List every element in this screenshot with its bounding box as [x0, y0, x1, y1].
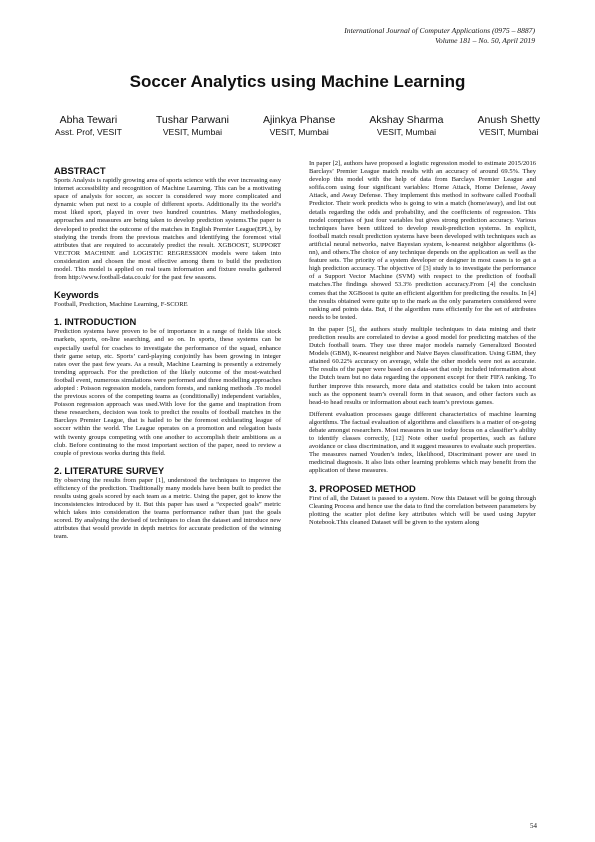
author-block	[263, 114, 335, 138]
left-column	[54, 165, 281, 542]
literature-heading: 2. LITERATURE SURVEY	[54, 464, 165, 476]
journal-header	[344, 26, 535, 46]
author-name: Tushar Parwani	[155, 114, 230, 126]
author-name: Abha Tewari	[59, 114, 118, 126]
author-name: Anush Shetty	[477, 114, 540, 126]
body-paragraph: In the paper [5], the authors study multiple techniques in data mining and their prediction results are correlated to devise a good model for predicting matches of the Dutch football team. They use three major models namely Generalized Boosted Models (GBM), K-nearest neighbor and Naive Bayes classification. Using GBM, they attained 60.22% accuracy on average, while the other models were not as accurate. The results of the paper were based on a data-set that only included information about the Dutch team but no data regarding the opponent except for their FIFA ranking. To further improve this research, more data and statistics could be taken into account such as the opponent team’s overall form in that season, and other factors such as head-to head results or information about each team’s previous games.	[309, 325, 536, 406]
author-affiliation: VESIT, Mumbai	[479, 127, 539, 137]
author-list	[55, 114, 540, 138]
author-block	[156, 114, 229, 138]
keywords-text: Football, Prediction, Machine Learning, F-SCORE	[54, 301, 188, 309]
author-name: Akshay Sharma	[369, 114, 444, 126]
author-affiliation: Asst. Prof, VESIT	[55, 127, 122, 137]
author-block	[369, 114, 443, 138]
author-affiliation: VESIT, Mumbai	[376, 127, 437, 137]
author-block	[55, 114, 122, 138]
abstract-heading: ABSTRACT	[54, 165, 106, 176]
page-number: 54	[530, 822, 537, 830]
literature-text: By observing the results from paper [1], understood the techniques to improve the efficiency of the prediction. Traditionally many models have been built to predict the results using goals scored by each team as a metric. Using the paper, got to know the inconsistencies introduced by it. But this paper has used a “expected goals” metric which takes into consideration the teams performance rather than just the goals scored. By analysing the devised of techniques to clean the dataset and introduce new attributes that would provide in depth metrics for accurate prediction of the winning team.	[54, 476, 281, 541]
keywords-heading: Keywords	[54, 289, 99, 301]
author-affiliation: VESIT, Mumbai	[269, 127, 329, 137]
author-affiliation: VESIT, Mumbai	[162, 127, 223, 137]
proposed-method-text: First of all, the Dataset is passed to a system. Now this Dataset will be going through Cleaning Process and hence use the data to find the correlation between parameters by plotting the scatter plot define key attributes which will be used using Jupyter Notebook.This cleaned Dataset will be given to the system along	[309, 494, 536, 526]
journal-volume: Volume 181 – No. 50, April 2019	[435, 36, 535, 45]
journal-name: International Journal of Computer Applications (0975 – 8887)	[344, 26, 535, 35]
proposed-method-heading: 3. PROPOSED METHOD	[309, 482, 416, 494]
paper-title: Soccer Analytics using Machine Learning	[129, 72, 466, 91]
body-paragraph: Different evaluation processes gauge different characteristics of machine learning algorithms. The factual evaluation of algorithms and classifiers is a matter of on-going debate amongst researchers. Most measures in use today focus on a classifier’s ability to identify classes correctly, [12] Note other useful properties, such as failure avoidance or class discrimination, and it suggest measures to evaluate such properties. The measures named Youden’s index, likelihood, Discriminant power are used in medicinal diagnosis. It also lists other learning problems which may benefit from the application of these measures.	[309, 410, 536, 475]
abstract-text: Sports Analysis is rapidly growing area of sports science with the ever increasing easy internet accessibility and recognition of Machine Learning. This can be a motivating space of analysis for soccer, as soccer is considered way more complicated and dynamic when put next to a couple of different sports. Additionally its the world’s most liked sport, played in over two hundred countries. Many methodologies, approaches and measures are being taken to develop prediction systems.The paper is developed to predict the outcome of the matches in English Premier League(EPL), by studying the trends from the previous matches and identifying the foremost vital attributes that are required to accurately predict the result. XGBOOST, SUPPORT VECTOR MACHINE and LOGISTIC REGRESSION models were taken into consideration and chosen the most effective among them to build the prediction model. This model is applied on real team information and fixture results gathered from http://www.football-data.co.uk/ for the past few seasons.	[54, 177, 281, 282]
body-paragraph: In paper [2], authors have proposed a logistic regression model to estimate 2015/2016 Barclays’ Premier League match results with an accuracy of around 69.5%. They develop this model with the help of data from Barclays Premier League and sofifa.com using four significant variables: Home Attack, Home Defense, Away Attack, and Away Defense. They implement this method in software called Football Predictor. Their work predicts who is going to win a match (home/away), and list out details regarding the odds and probability, and the coefficients of regression. This model comprises of just four variables but gives strong prediction accuracy. Various techniques have been utilized to develop result-prediction systems. In explicit, football match result prediction systems have been developed with techniques such as artificial neural networks, naive Bayesian system, k-nearest neighbor algorithms (k-nn), and others.The choice of any technique depends on the application as well as the feature sets. The priority of a system developer or designer in most cases is to get a high prediction accuracy. The objective of [3] study is to investigate the performance of a Support Vector Machine (SVM) with respect to the prediction of football matches.The findings showed 53.3% prediction accuracy.From [4] the conclusin comes that the XGBoost is quite an efficient algorithm for predicting the results. In [4] the results obtained were quite up to the mark as the only parameters considered were ranking and points data. But, if the algorithm runs efficiently for the set of attributes needs to be tested.	[309, 160, 536, 321]
introduction-text: Prediction systems have proven to be of importance in a range of fields like stock markets, sports, on-line searching, and so on. In sports, these systems can be especially useful for coaches to investigate the performance of the squad, enhance their game setup, etc. Sports’ card-playing conjointly has been growing in integer rates over the past few years. As a result, Machine Learning is presently a extremely trending approach. For the prediction of the likely outcome of the most-watched football event, numerous simulations were performed and three modelling approaches adopted : Poisson regression models, random forests, and ranking methods .To model the previous scores of the competing teams as (conditionally) independent variables, Poisson regression approach was used.With love for the game and inspiration from these researchers, decision was took to predict the results of football matches in the Barclays Premier League, that is hailed to be the foremost exhilarating league of soccer within the world. The League operates on a promotion and relegation basis with twenty groups competing with one another to accomplish their ambitions as a club. Before continuing to the most important section of the paper, need to review a couple of previous works during this field.	[54, 328, 281, 457]
author-name: Ajinkya Phanse	[263, 114, 336, 126]
author-block	[478, 114, 540, 138]
introduction-heading: 1. INTRODUCTION	[54, 316, 137, 328]
right-column	[309, 160, 536, 527]
